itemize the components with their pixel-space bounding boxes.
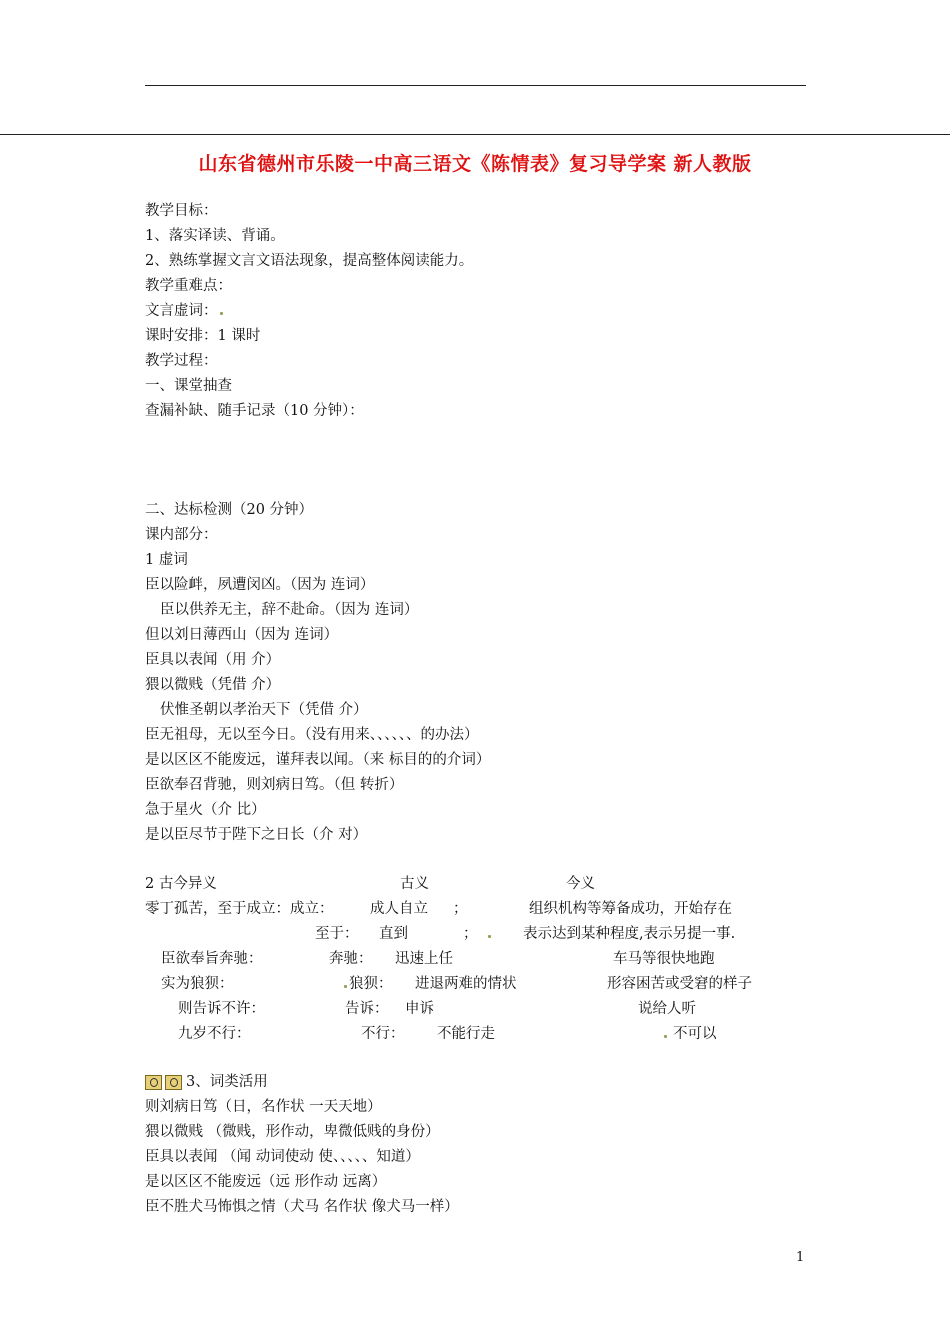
mark-dot-icon	[344, 985, 347, 988]
table-row	[145, 1023, 845, 1045]
table-source: 至于：	[315, 926, 359, 942]
word-object-icon	[165, 1075, 182, 1090]
table-new: 形容困苦或受窘的样子	[607, 976, 752, 992]
text-line	[145, 300, 225, 322]
text-line: 教学过程：	[145, 353, 218, 369]
table-word: 不行：	[361, 1026, 405, 1042]
text-line: 1 虚词	[145, 552, 188, 568]
table-heading: 2 古今异义	[145, 876, 217, 892]
document-title: 山东省德州市乐陵一中高三语文《陈情表》复习导学案 新人教版	[198, 153, 752, 175]
text-line: 臣以险衅，夙遭闵凶。（因为 连词）	[145, 577, 375, 593]
text-line: 伏惟圣朝以孝治天下（凭借 介）	[160, 702, 368, 718]
table-old: 申诉	[405, 1001, 434, 1017]
text-line: 2、熟练掌握文言文语法现象，提高整体阅读能力。	[145, 253, 474, 269]
text-line: 是以臣尽节于陛下之日长（介 对）	[145, 827, 368, 843]
table-old: 不能行走	[437, 1026, 495, 1042]
text-line: 是以区区不能废远，谨拜表以闻。（来 标目的的介词）	[145, 752, 491, 768]
word-icons	[145, 1071, 185, 1093]
table-new: 表示达到某种程度,表示另提一事.	[523, 926, 736, 942]
text-span: 文言虚词：	[145, 303, 218, 319]
text-line: 臣具以表闻（用 介）	[145, 652, 281, 668]
text-line: 是以区区不能废远（远 形作动 远离）	[145, 1174, 387, 1190]
table-source: 则告诉不许：	[178, 1001, 265, 1017]
table-word: 狼狈：	[349, 976, 393, 992]
text-line: 教学重难点：	[145, 278, 232, 294]
table-separator: ；	[463, 926, 478, 942]
column-old-meaning: 古义	[400, 876, 429, 892]
mark-dot-icon	[664, 1035, 667, 1038]
table-old: 直到	[379, 926, 408, 942]
table-source: 实为狼狈：	[161, 976, 234, 992]
table-row	[145, 923, 845, 945]
text-line: 查漏补缺、随手记录（10 分钟）：	[145, 403, 364, 419]
table-word: 奔驰：	[329, 951, 373, 967]
table-new: 组织机构等筹备成功，开始存在	[529, 901, 732, 917]
text-line: 课时安排：1 课时	[145, 328, 261, 344]
table-old: 成人自立	[370, 901, 428, 917]
header-rule	[145, 85, 806, 86]
mark-dot-icon	[488, 935, 491, 938]
text-line: 臣无祖母，无以至今日。（没有用来、、、、、、的办法）	[145, 727, 479, 743]
table-row	[145, 973, 845, 995]
text-line: 臣具以表闻 （闻 动词使动 使、、、、、知道）	[145, 1149, 420, 1165]
table-new: 不可以	[673, 1026, 717, 1042]
text-line: 急于星火（介 比）	[145, 802, 266, 818]
table-source: 九岁不行：	[178, 1026, 251, 1042]
text-line: 但以刘日薄西山（因为 连词）	[145, 627, 339, 643]
text-line: 猥以微贱 （微贱，形作动，卑微低贱的身份）	[145, 1124, 440, 1140]
text-line: 一、课堂抽查	[145, 378, 232, 394]
page-divider	[0, 134, 950, 135]
table-new: 说给人听	[638, 1001, 696, 1017]
section-heading	[145, 1071, 268, 1093]
text-line: 臣以供养无主，辞不赴命。（因为 连词）	[160, 602, 419, 618]
text-line: 臣不胜犬马怖惧之情（犬马 名作状 像犬马一样）	[145, 1199, 459, 1215]
text-line: 臣欲奉召背驰，则刘病日笃。（但 转折）	[145, 777, 404, 793]
table-header-row	[145, 873, 845, 895]
page-number: 1	[796, 1250, 805, 1265]
table-source: 臣欲奉旨奔驰：	[161, 951, 263, 967]
table-old: 迅速上任	[395, 951, 453, 967]
section-title: 3、词类活用	[186, 1074, 268, 1090]
table-old: 进退两难的情状	[415, 976, 517, 992]
text-line: 则刘病日笃（日，名作状 一天天地）	[145, 1099, 382, 1115]
table-separator: ；	[453, 901, 468, 917]
text-line: 二、达标检测（20 分钟）	[145, 502, 314, 518]
table-new: 车马等很快地跑	[613, 951, 715, 967]
mark-dot-icon	[220, 312, 223, 315]
table-word: 告诉：	[345, 1001, 389, 1017]
text-line: 教学目标：	[145, 203, 218, 219]
text-line: 猥以微贱（凭借 介）	[145, 677, 281, 693]
table-row	[145, 998, 845, 1020]
text-line: 1、落实译读、背诵。	[145, 228, 285, 244]
column-new-meaning: 今义	[566, 876, 595, 892]
table-row	[145, 898, 845, 920]
text-line: 课内部分：	[145, 527, 218, 543]
table-source: 零丁孤苦，至于成立：成立：	[145, 901, 334, 917]
word-object-icon	[145, 1075, 162, 1090]
table-row	[145, 948, 845, 970]
